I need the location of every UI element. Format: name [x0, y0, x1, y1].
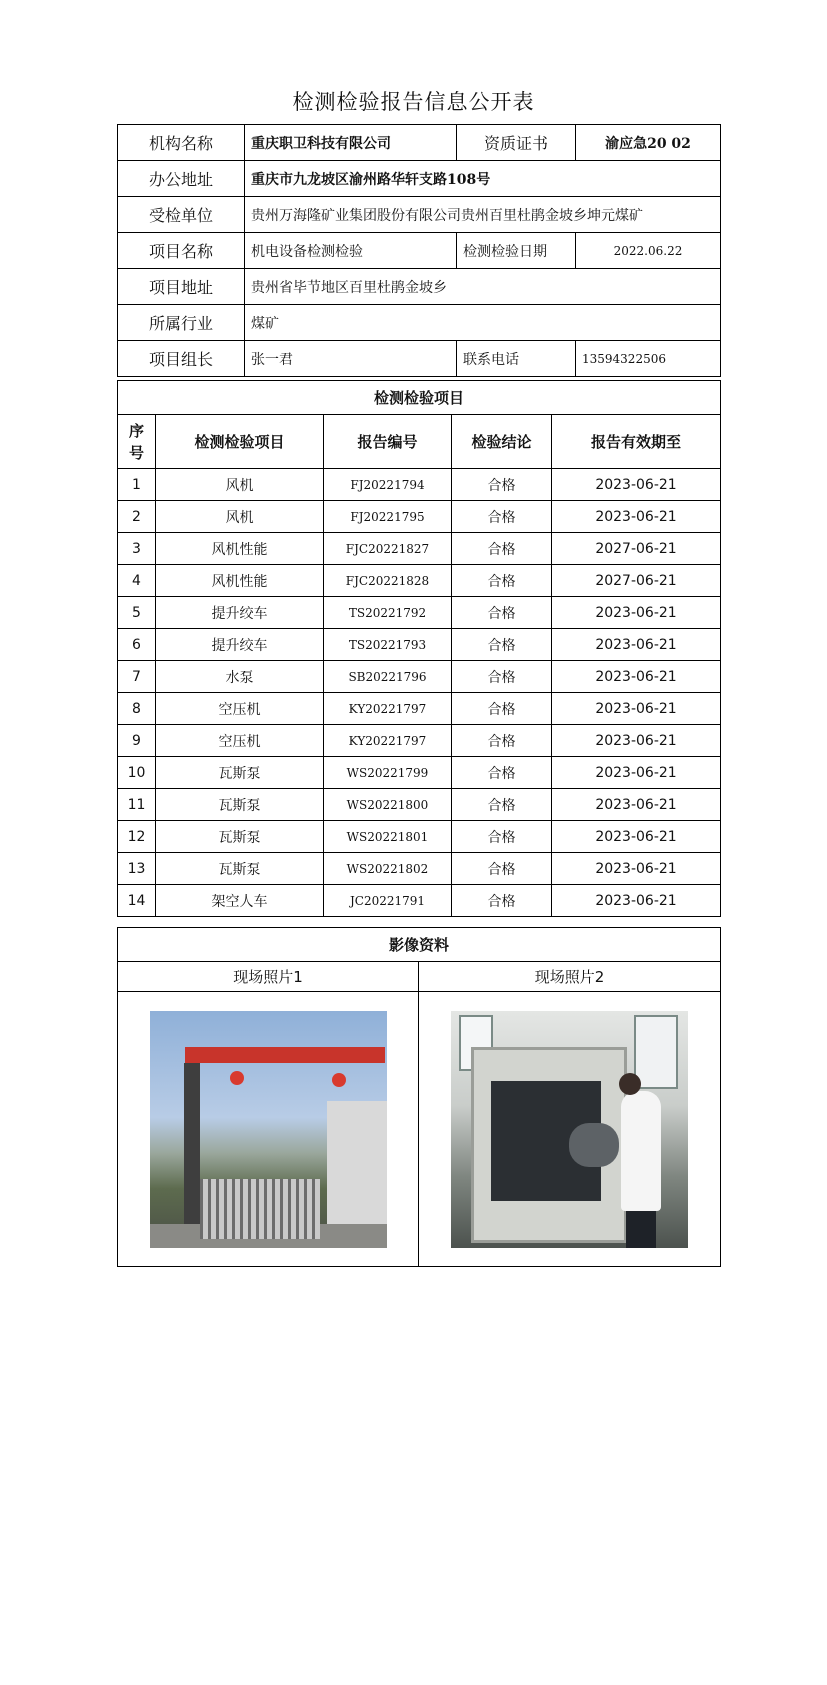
table-row [118, 597, 721, 629]
col-item-header: 检测检验项目 [156, 415, 324, 469]
row-item: 架空人车 [156, 885, 324, 917]
row-valid: 2023-06-21 [552, 693, 721, 725]
row-no: 10 [118, 757, 156, 789]
photo1-label: 现场照片1 [118, 962, 419, 992]
gate-banner [185, 1047, 385, 1063]
row-valid: 2023-06-21 [552, 789, 721, 821]
photos-label-row [118, 962, 721, 992]
row-report: JC20221791 [324, 885, 452, 917]
row-item: 瓦斯泵 [156, 757, 324, 789]
row-result: 合格 [452, 757, 552, 789]
row-result: 合格 [452, 821, 552, 853]
photos-section-title: 影像资料 [118, 928, 721, 962]
row-report: TS20221793 [324, 629, 452, 661]
row-report: FJ20221794 [324, 469, 452, 501]
photos-table [117, 927, 721, 1267]
row-valid: 2023-06-21 [552, 853, 721, 885]
col-report-header: 报告编号 [324, 415, 452, 469]
window-right [634, 1015, 678, 1089]
inspector [621, 1091, 661, 1211]
date-label: 检测检验日期 [457, 233, 576, 269]
items-header-row [118, 415, 721, 469]
info-row-client [118, 197, 721, 233]
site-value: 贵州省毕节地区百里杜鹃金坡乡 [245, 269, 721, 305]
industry-value: 煤矿 [245, 305, 721, 341]
row-item: 风机 [156, 469, 324, 501]
row-result: 合格 [452, 597, 552, 629]
row-result: 合格 [452, 789, 552, 821]
items-table [117, 380, 721, 917]
photos-image-row [118, 992, 721, 1267]
row-report: TS20221792 [324, 597, 452, 629]
items-section-row [118, 381, 721, 415]
row-item: 瓦斯泵 [156, 789, 324, 821]
row-no: 7 [118, 661, 156, 693]
row-valid: 2027-06-21 [552, 533, 721, 565]
row-no: 1 [118, 469, 156, 501]
table-row [118, 661, 721, 693]
row-result: 合格 [452, 533, 552, 565]
photo2-cell [419, 992, 721, 1267]
row-valid: 2023-06-21 [552, 885, 721, 917]
gate-pillar [184, 1063, 200, 1248]
items-section-title: 检测检验项目 [118, 381, 721, 415]
row-result: 合格 [452, 853, 552, 885]
row-item: 风机性能 [156, 565, 324, 597]
photo1-cell [118, 992, 419, 1267]
row-no: 4 [118, 565, 156, 597]
date-value: 2022.06.22 [576, 233, 721, 269]
row-no: 11 [118, 789, 156, 821]
table-row [118, 853, 721, 885]
row-no: 14 [118, 885, 156, 917]
col-valid-header: 报告有效期至 [552, 415, 721, 469]
site-photo-2 [451, 1011, 688, 1248]
row-item: 空压机 [156, 725, 324, 757]
row-report: FJ20221795 [324, 501, 452, 533]
table-row [118, 821, 721, 853]
document-title: 检测检验报告信息公开表 [292, 90, 535, 114]
info-row-project [118, 233, 721, 269]
client-value: 贵州万海隆矿业集团股份有限公司贵州百里杜鹃金坡乡坤元煤矿 [245, 197, 721, 233]
cert-value: 渝应急20 02 [576, 125, 721, 161]
row-result: 合格 [452, 565, 552, 597]
row-valid: 2027-06-21 [552, 565, 721, 597]
row-item: 提升绞车 [156, 597, 324, 629]
leader-value: 张一君 [245, 341, 457, 377]
table-row [118, 757, 721, 789]
row-report: WS20221802 [324, 853, 452, 885]
row-result: 合格 [452, 693, 552, 725]
row-no: 13 [118, 853, 156, 885]
row-result: 合格 [452, 469, 552, 501]
info-row-address [118, 161, 721, 197]
row-valid: 2023-06-21 [552, 597, 721, 629]
row-result: 合格 [452, 661, 552, 693]
cert-label: 资质证书 [457, 125, 576, 161]
row-item: 提升绞车 [156, 629, 324, 661]
table-row [118, 565, 721, 597]
row-item: 水泵 [156, 661, 324, 693]
table-row [118, 789, 721, 821]
compressor-motor [569, 1123, 619, 1167]
table-row [118, 501, 721, 533]
site-photo-1 [150, 1011, 387, 1248]
lantern-left [230, 1071, 244, 1085]
row-report: WS20221799 [324, 757, 452, 789]
photos-section-row [118, 928, 721, 962]
row-report: SB20221796 [324, 661, 452, 693]
phone-value: 13594322506 [576, 341, 721, 377]
col-result-header: 检验结论 [452, 415, 552, 469]
row-item: 风机 [156, 501, 324, 533]
leader-label: 项目组长 [118, 341, 245, 377]
lantern-right [332, 1073, 346, 1087]
row-no: 9 [118, 725, 156, 757]
industry-label: 所属行业 [118, 305, 245, 341]
row-no: 8 [118, 693, 156, 725]
photo2-label: 现场照片2 [419, 962, 721, 992]
inspector-head [619, 1073, 641, 1095]
row-result: 合格 [452, 629, 552, 661]
row-result: 合格 [452, 725, 552, 757]
row-report: KY20221797 [324, 725, 452, 757]
info-row-site [118, 269, 721, 305]
row-report: WS20221800 [324, 789, 452, 821]
row-report: FJC20221827 [324, 533, 452, 565]
info-table [117, 124, 721, 377]
table-row [118, 693, 721, 725]
row-valid: 2023-06-21 [552, 757, 721, 789]
row-valid: 2023-06-21 [552, 661, 721, 693]
phone-label: 联系电话 [457, 341, 576, 377]
table-row [118, 629, 721, 661]
project-value: 机电设备检测检验 [245, 233, 457, 269]
addr-label: 办公地址 [118, 161, 245, 197]
row-no: 3 [118, 533, 156, 565]
row-report: WS20221801 [324, 821, 452, 853]
row-result: 合格 [452, 501, 552, 533]
items-body [118, 469, 721, 917]
row-valid: 2023-06-21 [552, 629, 721, 661]
info-row-leader [118, 341, 721, 377]
client-label: 受检单位 [118, 197, 245, 233]
row-report: FJC20221828 [324, 565, 452, 597]
row-report: KY20221797 [324, 693, 452, 725]
project-label: 项目名称 [118, 233, 245, 269]
row-result: 合格 [452, 885, 552, 917]
addr-value: 重庆市九龙坡区渝州路华轩支路108号 [245, 161, 721, 197]
table-row [118, 725, 721, 757]
row-item: 瓦斯泵 [156, 821, 324, 853]
row-no: 2 [118, 501, 156, 533]
row-no: 5 [118, 597, 156, 629]
table-row [118, 885, 721, 917]
table-row [118, 469, 721, 501]
row-valid: 2023-06-21 [552, 725, 721, 757]
org-label: 机构名称 [118, 125, 245, 161]
org-value: 重庆职卫科技有限公司 [245, 125, 457, 161]
row-valid: 2023-06-21 [552, 501, 721, 533]
site-label: 项目地址 [118, 269, 245, 305]
row-no: 12 [118, 821, 156, 853]
row-valid: 2023-06-21 [552, 469, 721, 501]
col-no-header: 序号 [118, 415, 156, 469]
row-item: 空压机 [156, 693, 324, 725]
row-valid: 2023-06-21 [552, 821, 721, 853]
info-row-org [118, 125, 721, 161]
row-item: 风机性能 [156, 533, 324, 565]
info-row-industry [118, 305, 721, 341]
table-row [118, 533, 721, 565]
row-item: 瓦斯泵 [156, 853, 324, 885]
retractable-gate [200, 1179, 320, 1239]
row-no: 6 [118, 629, 156, 661]
